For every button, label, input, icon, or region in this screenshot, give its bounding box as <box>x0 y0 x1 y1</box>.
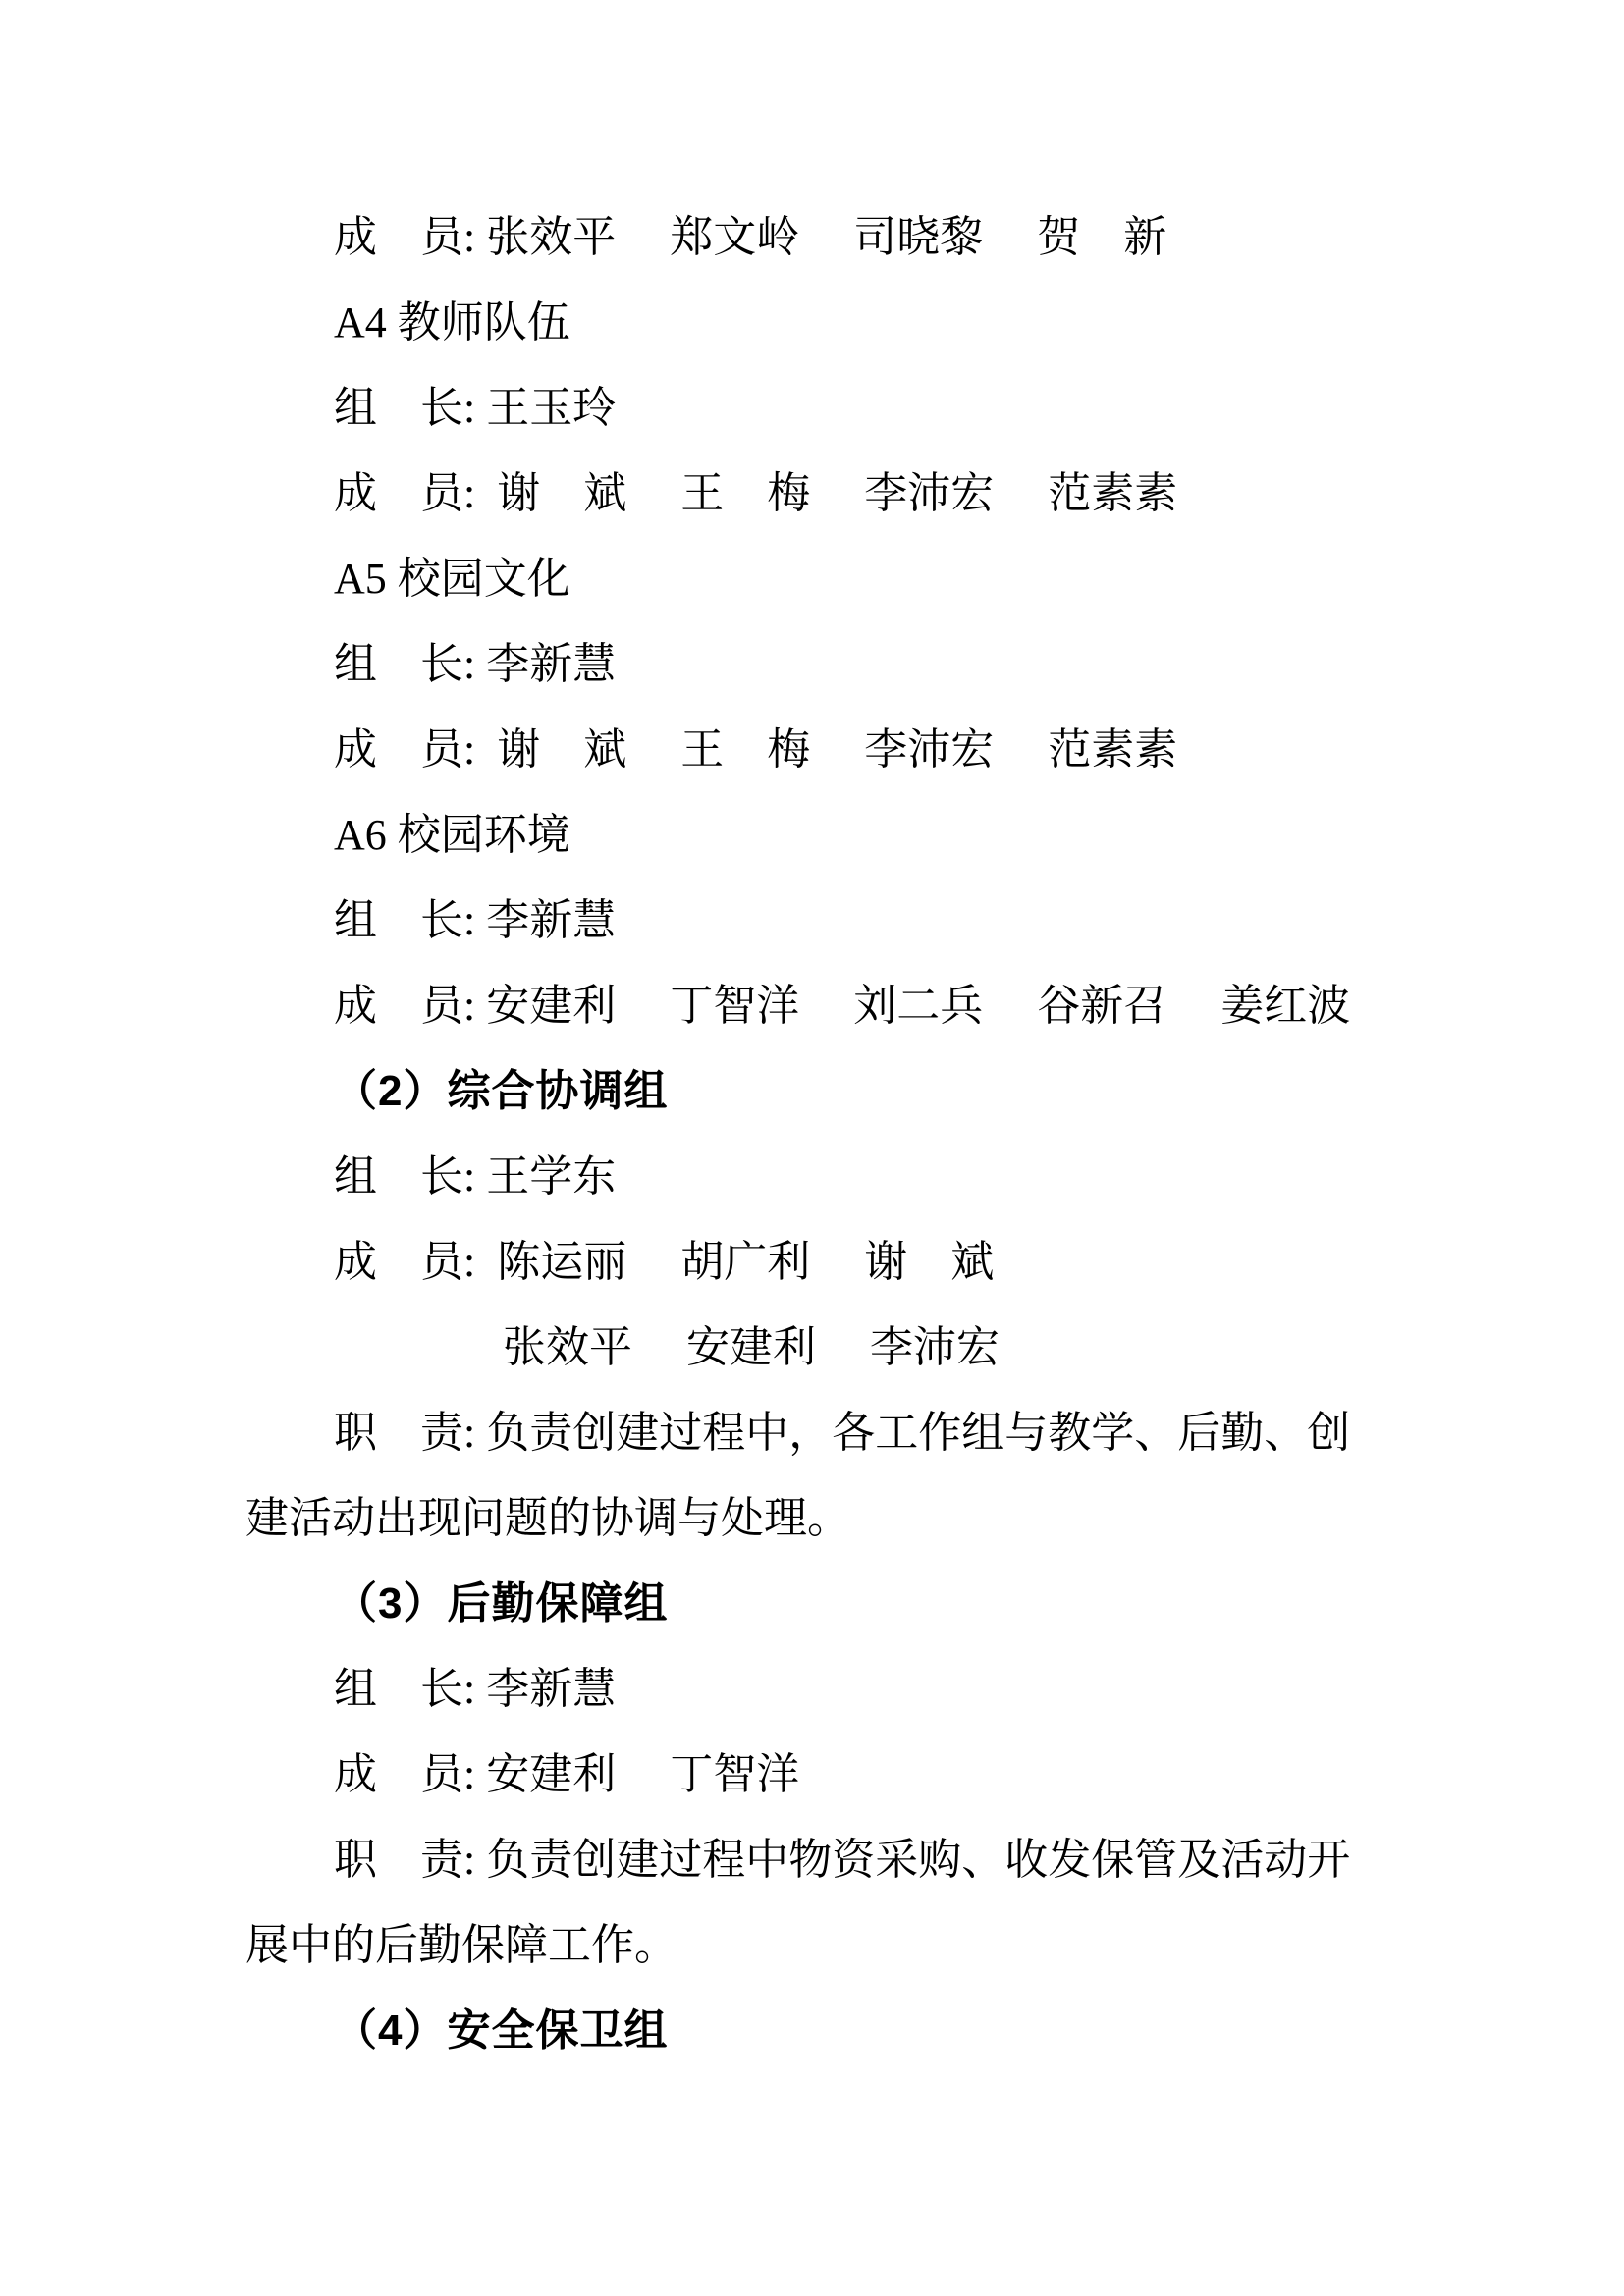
text-line-leader: 组 长: 李新慧 <box>334 1665 617 1713</box>
text-line-leader: 组 长: 李新慧 <box>334 640 617 688</box>
text-line-heading: （4）安全保卫组 <box>334 2006 669 2055</box>
text-line-member: 成 员: 安建利 丁智洋 <box>334 1750 800 1798</box>
text-line-cont: 张效平 安建利 李沛宏 <box>503 1323 1000 1371</box>
text-line-leader: 组 长: 王玉玲 <box>334 384 617 432</box>
text-line-member: 成 员: 谢 斌 王 梅 李沛宏 范素素 <box>334 725 1178 774</box>
text-line-label: A4 教师队伍 <box>334 298 570 347</box>
text-line-wrap: 展中的后勤保障工作。 <box>245 1921 677 1969</box>
text-line-heading: （3）后勤保障组 <box>334 1579 669 1628</box>
text-line-wrap: 建活动出现问题的协调与处理。 <box>245 1494 850 1542</box>
text-line-label: A5 校园文化 <box>334 555 570 603</box>
text-line-member: 成 员: 陈运丽 胡广利 谢 斌 <box>334 1238 995 1286</box>
text-line-member: 成 员: 安建利 丁智洋 刘二兵 谷新召 姜红波 <box>334 982 1351 1030</box>
text-line-heading: （2）综合协调组 <box>334 1067 669 1115</box>
text-line-label: A6 校园环境 <box>334 811 570 859</box>
text-line-leader: 组 长: 王学东 <box>334 1152 617 1201</box>
text-line-leader: 组 长: 李新慧 <box>334 896 617 944</box>
text-line-duty: 职 责: 负责创建过程中，各工作组与教学、后勤、创 <box>334 1409 1351 1457</box>
text-line-member: 成 员: 谢 斌 王 梅 李沛宏 范素素 <box>334 469 1178 517</box>
document-body <box>245 194 1359 2073</box>
text-line-duty: 职 责: 负责创建过程中物资采购、收发保管及活动开 <box>334 1836 1351 1884</box>
text-line-member: 成 员: 张效平 郑文岭 司晓黎 贺 新 <box>334 213 1167 261</box>
